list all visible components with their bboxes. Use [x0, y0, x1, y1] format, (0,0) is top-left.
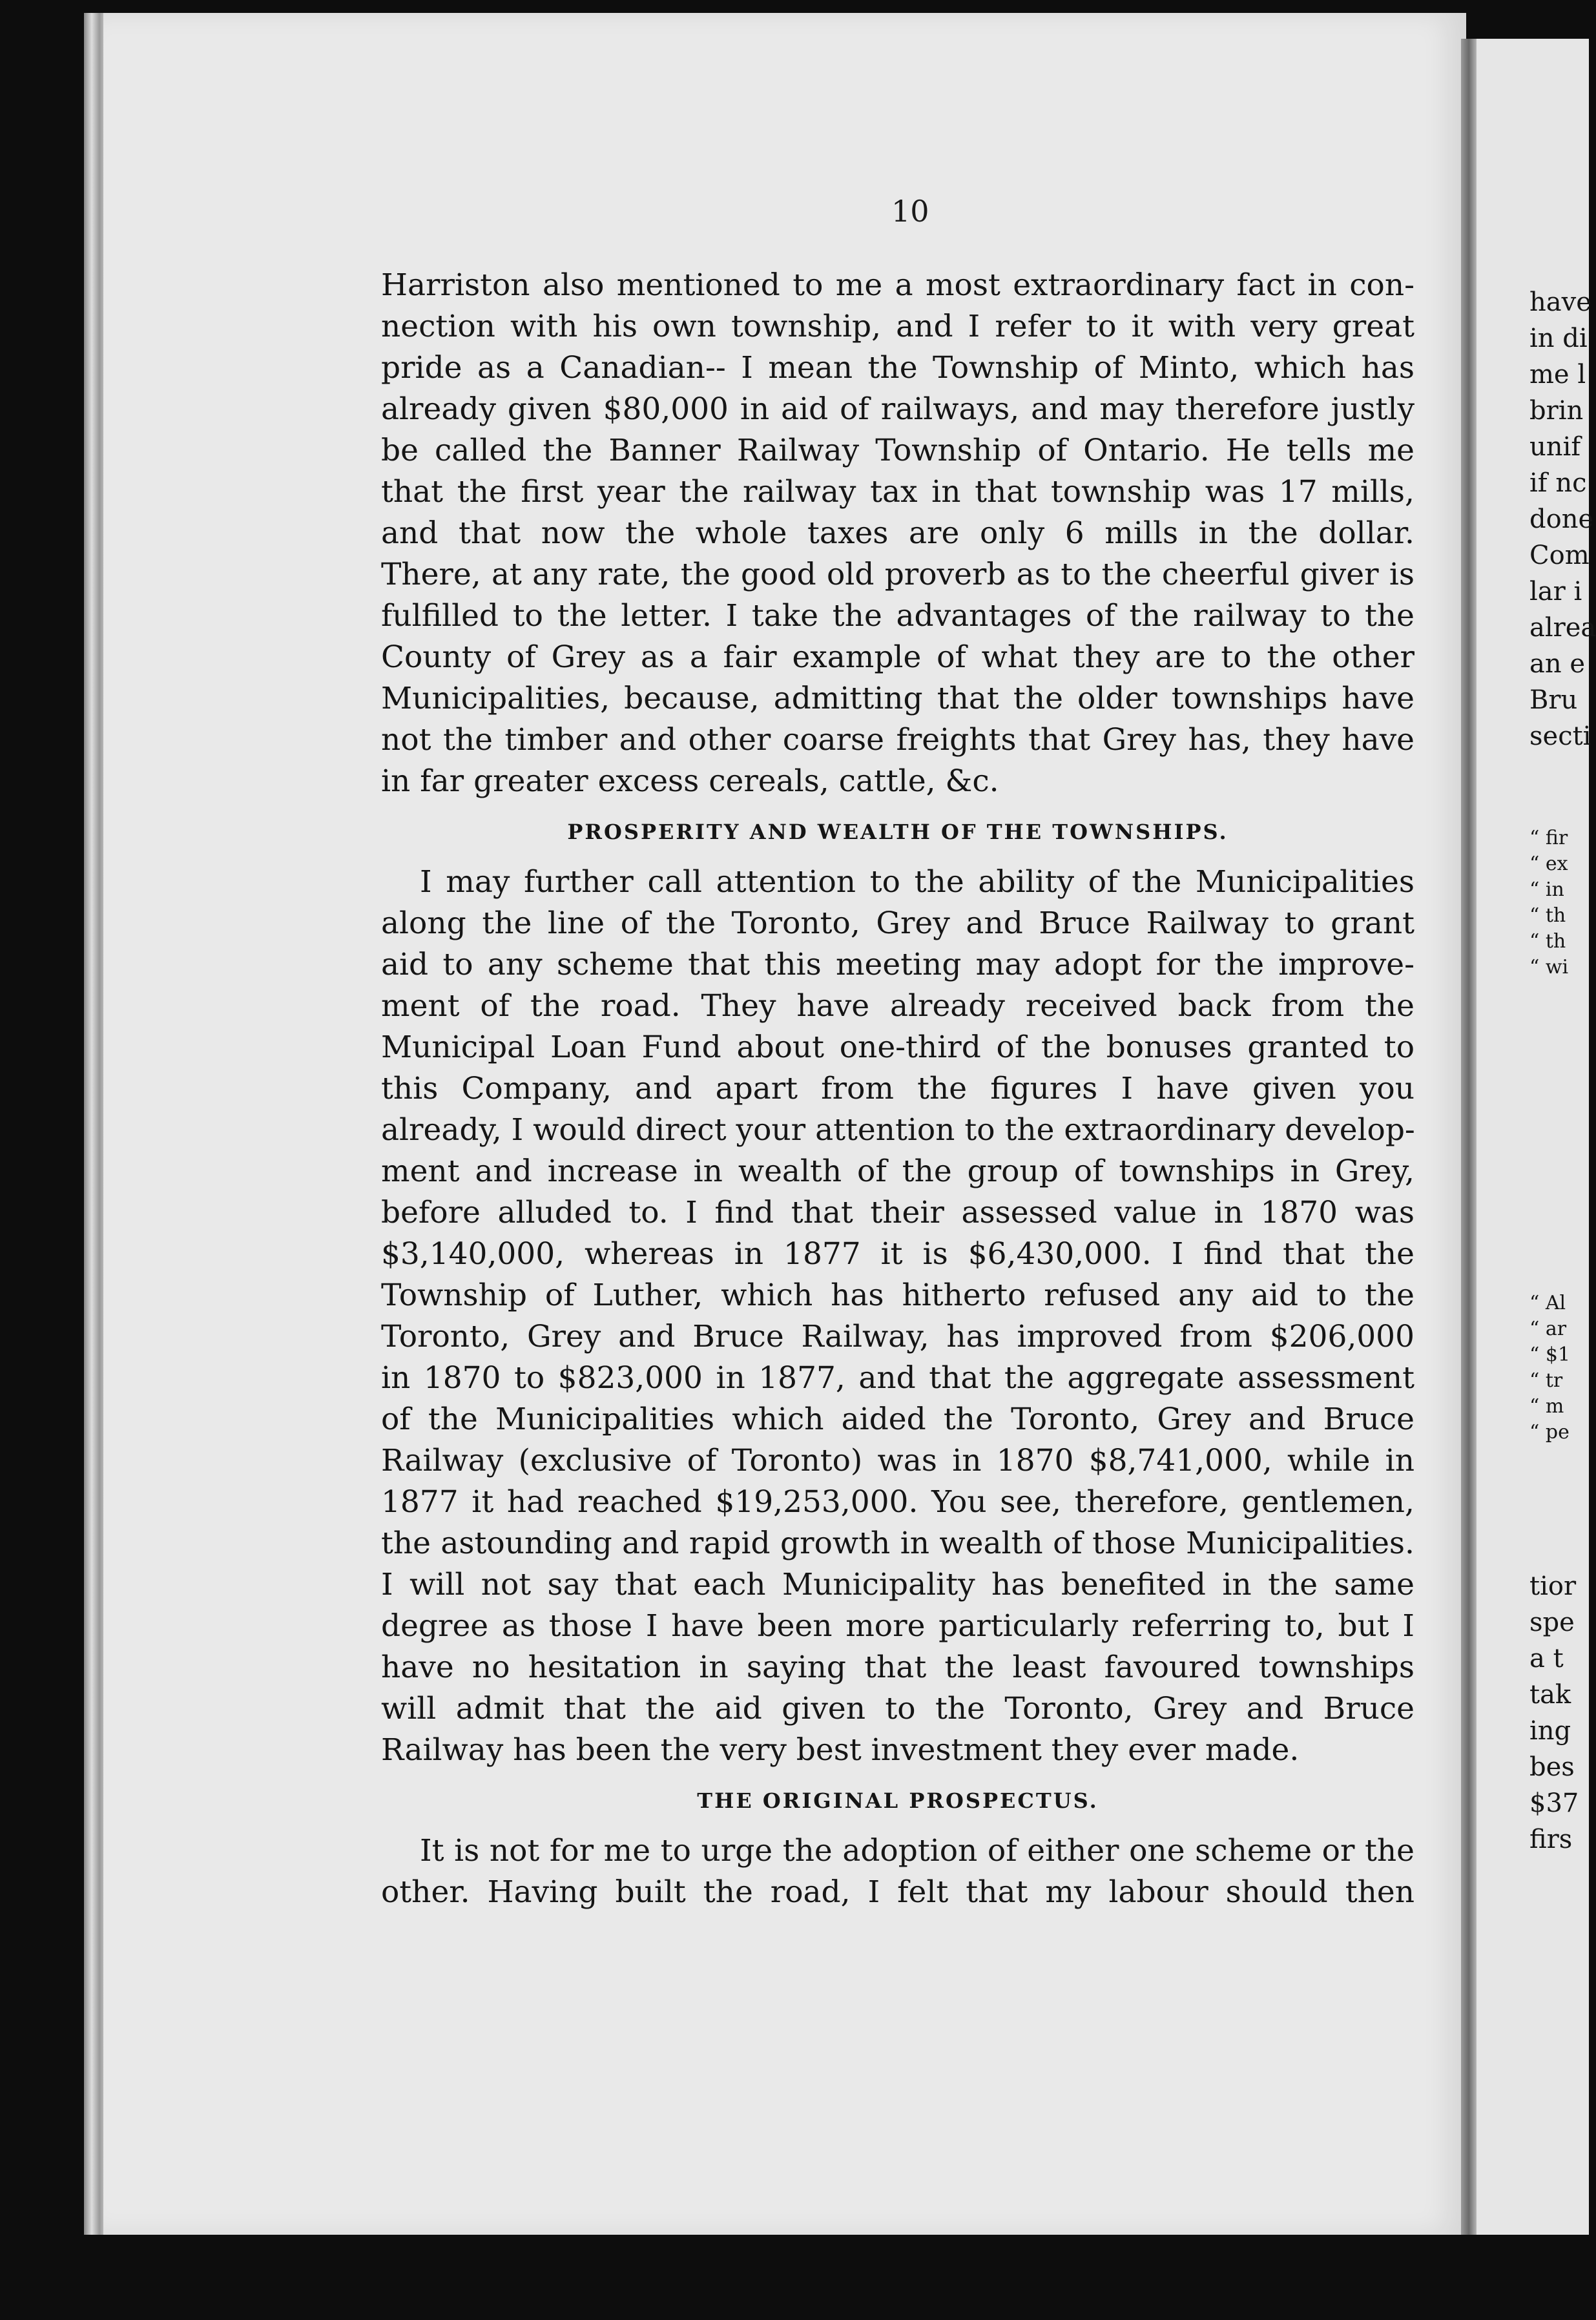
- facing-page-quote: “ th: [1529, 904, 1566, 927]
- facing-page-fragment: ing: [1529, 1716, 1571, 1746]
- text-line: before alluded to. I find that their assessed value in 1870 was: [381, 1195, 1415, 1230]
- facing-page-fragment: an e: [1529, 649, 1585, 679]
- text-line: the astounding and rapid growth in wealth of those Municipalities.: [381, 1526, 1415, 1561]
- facing-page-quote: “ in: [1529, 878, 1564, 901]
- text-line: There, at any rate, the good old proverb as to the cheerful giver is: [381, 557, 1415, 592]
- facing-page-fragment: lar i: [1529, 577, 1582, 606]
- text-line: that the first year the railway tax in that township was 17 mills,: [381, 474, 1415, 510]
- text-line: not the timber and other coarse freights that Grey has, they have: [381, 722, 1415, 758]
- facing-page-fragment: tak: [1529, 1680, 1571, 1710]
- facing-page-fragment: have: [1529, 287, 1591, 317]
- facing-page-quote: “ $1: [1529, 1343, 1571, 1366]
- text-line: It is not for me to urge the adoption of either one scheme or the: [420, 1833, 1415, 1869]
- paragraph-2: [381, 862, 1415, 1771]
- text-line: degree as those I have been more particularly referring to, but I: [381, 1608, 1415, 1644]
- text-line: this Company, and apart from the figures I have given you: [381, 1071, 1415, 1106]
- text-line: along the line of the Toronto, Grey and Bruce Railway to grant: [381, 906, 1415, 941]
- text-line: and that now the whole taxes are only 6 mills in the dollar.: [381, 515, 1415, 551]
- text-line: of the Municipalities which aided the Toronto, Grey and Bruce: [381, 1402, 1415, 1437]
- facing-page-fragment: firs: [1529, 1825, 1573, 1854]
- facing-page-fragment: unif: [1529, 432, 1581, 462]
- text-line: nection with his own township, and I refer to it with very great: [381, 309, 1415, 344]
- text-line: already given $80,000 in aid of railways, and may therefore justly: [381, 391, 1415, 427]
- facing-page-quote: “ ar: [1529, 1318, 1567, 1340]
- text-line: $3,140,000, whereas in 1877 it is $6,430,000. I find that the: [381, 1236, 1415, 1272]
- text-line: County of Grey as a fair example of what they are to the other: [381, 639, 1415, 675]
- text-line: I may further call attention to the ability of the Municipalities: [420, 864, 1415, 900]
- text-line: Harriston also mentioned to me a most extraordinary fact in con-: [381, 267, 1415, 303]
- facing-page-quote: “ fir: [1529, 827, 1568, 849]
- facing-page: [1477, 39, 1596, 2235]
- text-line: will admit that the aid given to the Toronto, Grey and Bruce: [381, 1691, 1415, 1726]
- facing-page-fragment: if nc: [1529, 468, 1587, 498]
- facing-page-quote: “ ex: [1529, 853, 1568, 875]
- facing-page-fragment: in di: [1529, 324, 1588, 353]
- paragraph-3: [381, 1830, 1415, 1913]
- facing-page-quote: “ m: [1529, 1395, 1564, 1418]
- facing-page-fragment: me l: [1529, 360, 1586, 389]
- body-text: [381, 265, 1415, 1913]
- book-gutter: [1461, 39, 1477, 2235]
- section-heading: PROSPERITY AND WEALTH OF THE TOWNSHIPS.: [567, 820, 1228, 844]
- text-line: Municipalities, because, admitting that the older townships have: [381, 681, 1415, 716]
- text-line: Railway (exclusive of Toronto) was in 1870 $8,741,000, while in: [381, 1443, 1415, 1478]
- text-line: in 1870 to $823,000 in 1877, and that the aggregate assessment: [381, 1360, 1415, 1396]
- section-heading: THE ORIGINAL PROSPECTUS.: [697, 1788, 1099, 1813]
- facing-page-fragment: bes: [1529, 1752, 1575, 1782]
- facing-page-fragment: done: [1529, 504, 1594, 534]
- facing-page-fragment: Bru: [1529, 685, 1578, 715]
- facing-page-quote: “ Al: [1529, 1292, 1566, 1314]
- text-line: I will not say that each Municipality has benefited in the same: [381, 1567, 1415, 1602]
- text-line: Township of Luther, which has hitherto refused any aid to the: [381, 1278, 1415, 1313]
- facing-page-fragment: alrea: [1529, 613, 1596, 643]
- text-line: pride as a Canadian-- I mean the Township of Minto, which has: [381, 350, 1415, 386]
- facing-page-quote: “ th: [1529, 930, 1566, 953]
- facing-page-quote: “ tr: [1529, 1369, 1563, 1392]
- text-line: other. Having built the road, I felt that my labour should then: [381, 1874, 1415, 1910]
- text-line: aid to any scheme that this meeting may adopt for the improve-: [381, 947, 1415, 982]
- text-line: have no hesitation in saying that the least favoured townships: [381, 1650, 1415, 1685]
- text-line: Railway has been the very best investment they ever made.: [381, 1732, 1300, 1768]
- facing-page-fragment: brin: [1529, 396, 1584, 426]
- facing-page-fragment: $37: [1529, 1788, 1579, 1818]
- text-line: already, I would direct your attention to the extraordinary develop-: [381, 1112, 1415, 1148]
- facing-page-fragment: a t: [1529, 1644, 1564, 1673]
- facing-page-fragment: Com: [1529, 541, 1590, 570]
- text-line: ment of the road. They have already received back from the: [381, 988, 1415, 1024]
- page-number: 10: [891, 194, 929, 229]
- facing-page-fragment: spe: [1529, 1608, 1575, 1637]
- facing-page-quote: “ wi: [1529, 956, 1569, 979]
- facing-page-quote: “ pe: [1529, 1421, 1570, 1444]
- facing-page-fragment: tior: [1529, 1571, 1577, 1601]
- text-line: be called the Banner Railway Township of Ontario. He tells me: [381, 433, 1415, 468]
- text-line: Municipal Loan Fund about one-third of the bonuses granted to: [381, 1030, 1415, 1065]
- facing-page-fragment: secti: [1529, 721, 1591, 751]
- text-line: fulfilled to the letter. I take the advantages of the railway to the: [381, 598, 1415, 634]
- text-line: in far greater excess cereals, cattle, &c.: [381, 763, 999, 799]
- paragraph-1: [381, 265, 1415, 802]
- text-line: 1877 it had reached $19,253,000. You see, therefore, gentlemen,: [381, 1484, 1415, 1520]
- text-line: ment and increase in wealth of the group of townships in Grey,: [381, 1154, 1415, 1189]
- text-line: Toronto, Grey and Bruce Railway, has improved from $206,000: [381, 1319, 1415, 1354]
